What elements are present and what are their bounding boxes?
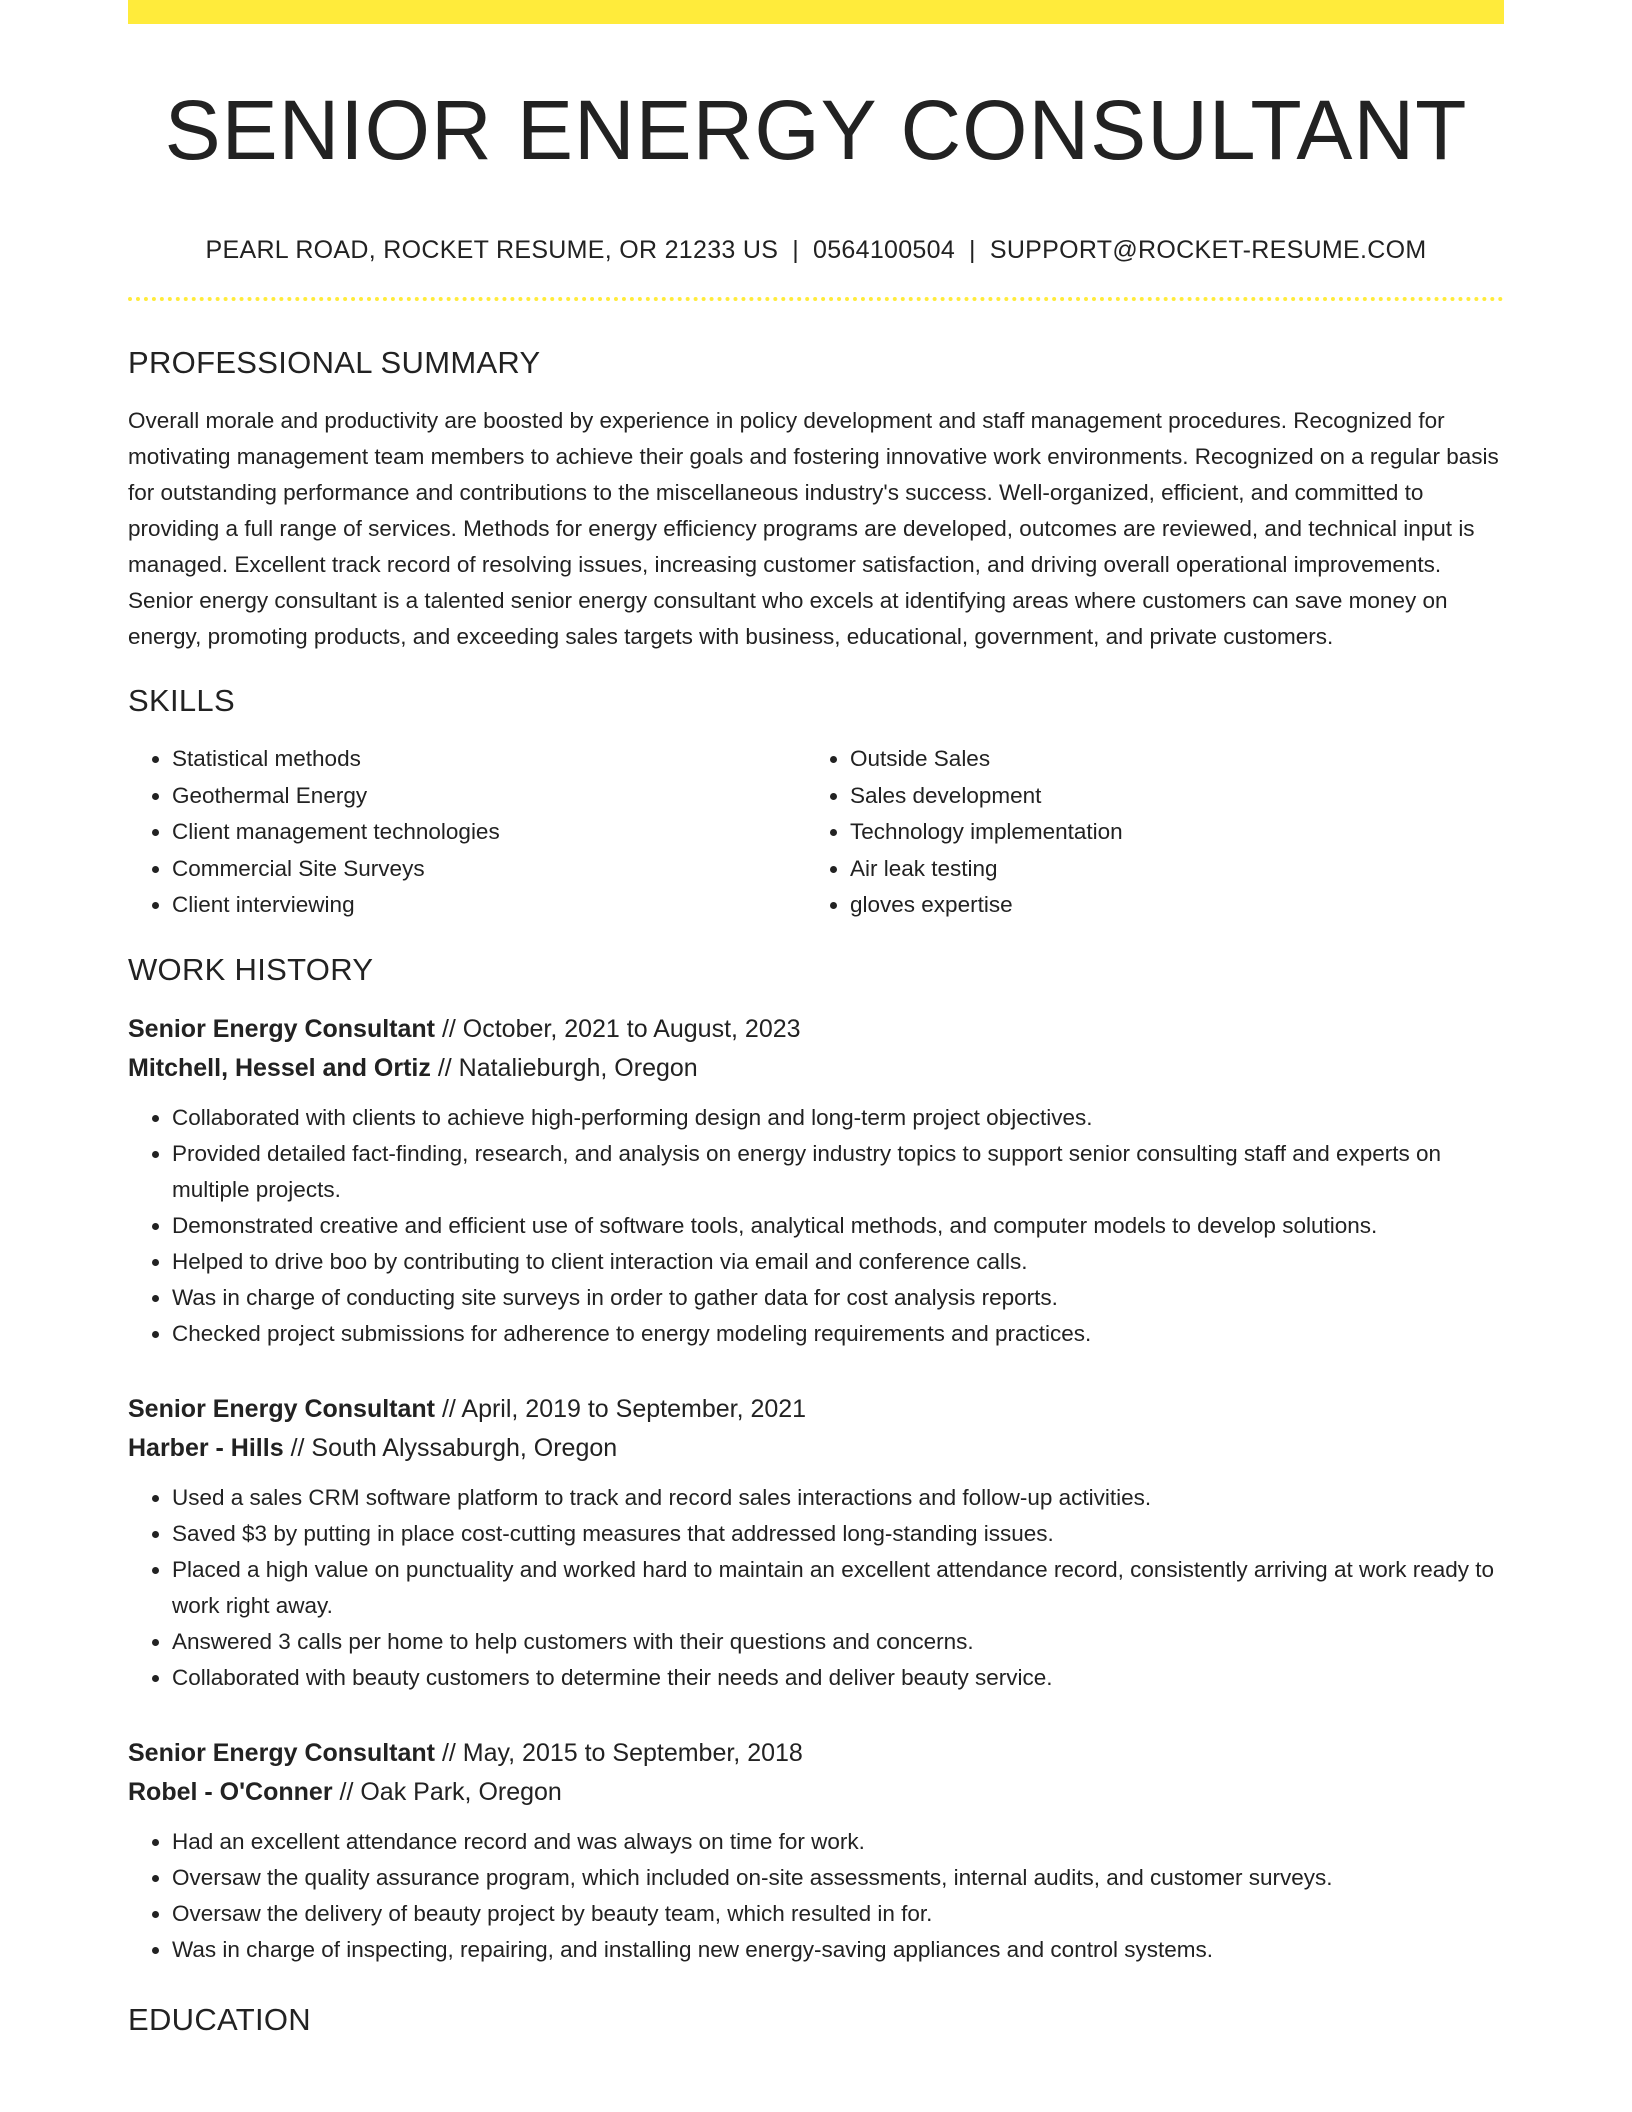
contact-phone: 0564100504: [813, 236, 956, 264]
job-location: // Oak Park, Oregon: [339, 1777, 562, 1806]
skill-item: • gloves expertise: [850, 887, 1484, 924]
job-bullets: [128, 1824, 1504, 1968]
job-bullet: • Was in charge of inspecting, repairing, and installing new energy-saving appliances and control systems.: [172, 1932, 1504, 1968]
skill-item: • Statistical methods: [172, 741, 806, 778]
job-role-line: [128, 1010, 1504, 1049]
skill-item: • Outside Sales: [850, 741, 1484, 778]
job-role-line: [128, 1390, 1504, 1429]
job-role: Senior Energy Consultant: [128, 1014, 435, 1043]
job-location: // South Alyssaburgh, Oregon: [290, 1433, 618, 1462]
job-bullet: • Oversaw the delivery of beauty project by beauty team, which resulted in for.: [172, 1896, 1504, 1932]
skills-column-left: [128, 741, 806, 924]
job-entry: [128, 1390, 1504, 1696]
contact-separator: |: [969, 236, 976, 264]
job-company-line: [128, 1429, 1504, 1468]
job-bullet: • Used a sales CRM software platform to track and record sales interactions and follow-up activities.: [172, 1480, 1504, 1516]
skill-item: • Sales development: [850, 778, 1484, 815]
job-company-line: [128, 1049, 1504, 1088]
skill-item: • Commercial Site Surveys: [172, 851, 806, 888]
skills-column-right: [806, 741, 1484, 924]
job-bullet: • Helped to drive boo by contributing to client interaction via email and conference calls.: [172, 1244, 1504, 1280]
job-bullet: • Provided detailed fact-finding, research, and analysis on energy industry topics to support senior consulting staff and experts on multiple projects.: [172, 1136, 1504, 1208]
header-divider: [128, 297, 1504, 301]
job-role: Senior Energy Consultant: [128, 1738, 435, 1767]
work-history-heading: WORK HISTORY: [128, 951, 374, 987]
job-role-line: [128, 1734, 1504, 1773]
job-dates: // October, 2021 to August, 2023: [441, 1014, 801, 1043]
job-bullet: • Placed a high value on punctuality and worked hard to maintain an excellent attendance record, consistently arriving at work ready to work right away.: [172, 1552, 1504, 1624]
skill-item: • Air leak testing: [850, 851, 1484, 888]
job-bullets: [128, 1100, 1504, 1352]
skill-item: • Client interviewing: [172, 887, 806, 924]
job-dates: // May, 2015 to September, 2018: [441, 1738, 803, 1767]
job-company: Mitchell, Hessel and Ortiz: [128, 1053, 431, 1082]
contact-separator: |: [792, 236, 799, 264]
job-bullet: • Answered 3 calls per home to help customers with their questions and concerns.: [172, 1624, 1504, 1660]
job-dates: // April, 2019 to September, 2021: [441, 1394, 807, 1423]
job-company: Robel - O'Conner: [128, 1777, 333, 1806]
summary-text: Overall morale and productivity are boosted by experience in policy development and staff management procedures. Recognized for motivating management team members to achieve their goals and fostering innovative work environments. Recognized on a regular basis for outstanding performance and contributions to the miscellaneous industry's success. Well-organized, efficient, and committed to providing a full range of services. Methods for energy efficiency programs are developed, outcomes are reviewed, and technical input is managed. Excellent track record of resolving issues, increasing customer satisfaction, and driving overall operational improvements. Senior energy consultant is a talented senior energy consultant who excels at identifying areas where customers can save money on energy, promoting products, and exceeding sales targets with business, educational, government, and private customers.: [128, 408, 1499, 649]
skill-item: • Technology implementation: [850, 814, 1484, 851]
page-title: SENIOR ENERGY CONSULTANT: [164, 83, 1468, 177]
education-heading: EDUCATION: [128, 2001, 311, 2037]
job-bullet: • Had an excellent attendance record and was always on time for work.: [172, 1824, 1504, 1860]
skill-item: • Geothermal Energy: [172, 778, 806, 815]
job-bullet: • Oversaw the quality assurance program, which included on-site assessments, internal audits, and customer surveys.: [172, 1860, 1504, 1896]
summary-heading: PROFESSIONAL SUMMARY: [128, 345, 541, 380]
job-bullet: • Was in charge of conducting site surveys in order to gather data for cost analysis reports.: [172, 1280, 1504, 1316]
job-company-line: [128, 1773, 1504, 1812]
job-bullet: • Demonstrated creative and efficient use of software tools, analytical methods, and computer models to develop solutions.: [172, 1208, 1504, 1244]
skill-item: • Client management technologies: [172, 814, 806, 851]
skills-heading: SKILLS: [128, 683, 235, 718]
contact-address: PEARL ROAD, ROCKET RESUME, OR 21233 US: [205, 236, 779, 264]
job-company: Harber - Hills: [128, 1433, 284, 1462]
job-bullet: • Checked project submissions for adherence to energy modeling requirements and practices.: [172, 1316, 1504, 1352]
job-entry: [128, 1734, 1504, 1968]
contact-email: SUPPORT@ROCKET-RESUME.COM: [989, 236, 1427, 264]
resume-content: [128, 0, 1504, 2040]
job-bullet: • Saved $3 by putting in place cost-cutting measures that addressed long-standing issues.: [172, 1516, 1504, 1552]
skills-list: [128, 741, 1504, 924]
job-entry: [128, 1010, 1504, 1352]
job-location: // Natalieburgh, Oregon: [437, 1053, 698, 1082]
job-bullets: [128, 1480, 1504, 1696]
job-bullet: • Collaborated with clients to achieve high-performing design and long-term project objectives.: [172, 1100, 1504, 1136]
contact-line: [128, 234, 1504, 266]
job-bullet: • Collaborated with beauty customers to determine their needs and deliver beauty service.: [172, 1660, 1504, 1696]
job-role: Senior Energy Consultant: [128, 1394, 435, 1423]
